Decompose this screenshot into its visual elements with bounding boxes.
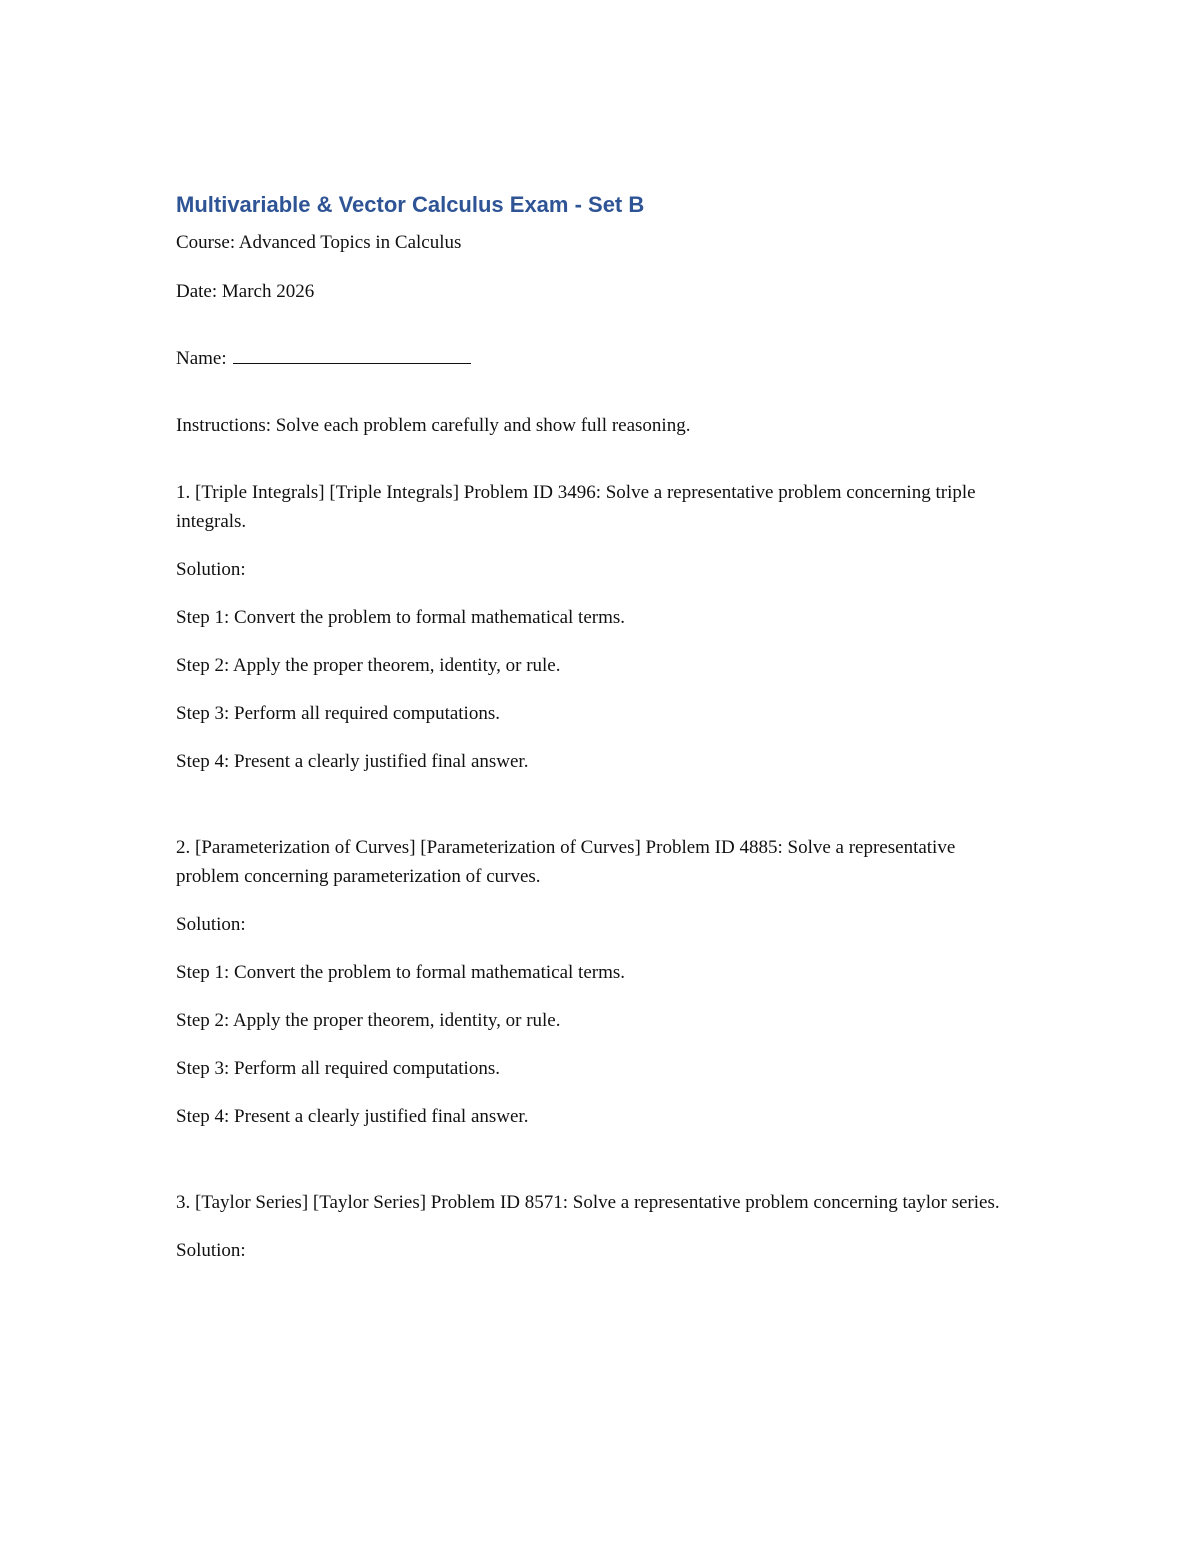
- problem-2-text: 2. [Parameterization of Curves] [Parameterization of Curves] Problem ID 4885: Solve a representative problem concerning parameterization of curves.: [176, 837, 956, 887]
- problem-2-step-4: Step 4: Present a clearly justified final answer.: [176, 1106, 529, 1127]
- name-blank-line[interactable]: [233, 345, 471, 364]
- problem-1-step-2: Step 2: Apply the proper theorem, identity, or rule.: [176, 655, 561, 676]
- problem-3-solution-label: Solution:: [176, 1240, 246, 1261]
- problem-2-step-1: Step 1: Convert the problem to formal mathematical terms.: [176, 962, 626, 983]
- problem-3: [176, 1188, 1006, 1265]
- exam-title: Multivariable & Vector Calculus Exam - Set B: [176, 192, 645, 217]
- instructions: Instructions: Solve each problem carefully and show full reasoning.: [176, 415, 691, 436]
- document-content: [176, 190, 1006, 1284]
- problem-3-text: 3. [Taylor Series] [Taylor Series] Problem ID 8571: Solve a representative problem concerning taylor series.: [176, 1192, 1000, 1213]
- course-line: Course: Advanced Topics in Calculus: [176, 232, 462, 253]
- date-line: Date: March 2026: [176, 281, 315, 302]
- name-label: Name:: [176, 348, 227, 369]
- problem-2-step-3: Step 3: Perform all required computations.: [176, 1058, 500, 1079]
- problem-1-step-3: Step 3: Perform all required computations.: [176, 703, 500, 724]
- problem-1-step-1: Step 1: Convert the problem to formal mathematical terms.: [176, 607, 626, 628]
- problem-2-solution-label: Solution:: [176, 914, 246, 935]
- problem-1-step-4: Step 4: Present a clearly justified final answer.: [176, 751, 529, 772]
- problem-1: [176, 478, 1006, 776]
- problem-1-text: 1. [Triple Integrals] [Triple Integrals] Problem ID 3496: Solve a representative problem concerning triple integrals.: [176, 482, 976, 532]
- problem-2-step-2: Step 2: Apply the proper theorem, identity, or rule.: [176, 1010, 561, 1031]
- name-line: [176, 344, 1006, 373]
- problem-2: [176, 833, 1006, 1131]
- problem-1-solution-label: Solution:: [176, 559, 246, 580]
